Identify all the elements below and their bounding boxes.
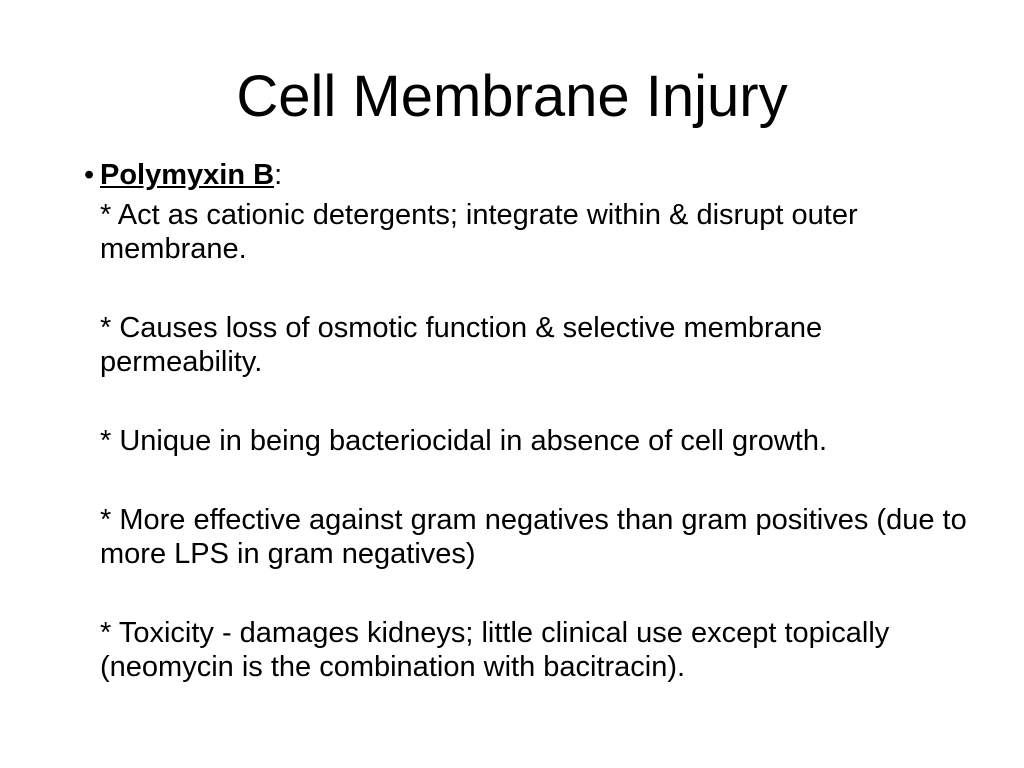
point-2: * Causes loss of osmotic function & selective membrane permeability. <box>100 312 823 378</box>
point-5: * Toxicity - damages kidneys; little clinical use except topically (neomycin is the combination with bacitracin). <box>100 617 890 683</box>
point-1: * Act as cationic detergents; integrate within & disrupt outer membrane. <box>100 199 858 265</box>
point-4: * More effective against gram negatives than gram positives (due to more LPS in gram negatives) <box>100 504 967 570</box>
bullet-term-suffix: : <box>274 159 283 191</box>
slide-title: Cell Membrane Injury <box>236 64 788 129</box>
bullet-marker: • <box>84 159 95 191</box>
bullet-polymyxin <box>84 158 984 192</box>
slide-body <box>84 158 984 684</box>
point-3: * Unique in being bacteriocidal in absence of cell growth. <box>100 425 828 457</box>
bullet-term: Polymyxin B <box>100 159 275 191</box>
